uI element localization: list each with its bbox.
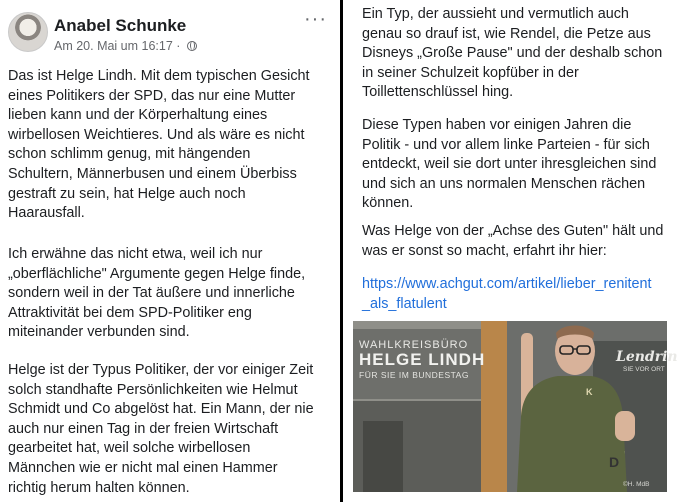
- post-timestamp[interactable]: Am 20. Mai um 16:17: [54, 39, 173, 53]
- text-line: miteinander verbunden sind.: [8, 324, 190, 341]
- photo-credit: ©H. MdB: [623, 481, 650, 488]
- post-paragraph-6: [362, 222, 663, 261]
- text-line: und sich an uns normalen Menschen rächen: [362, 175, 646, 192]
- text-line: entdeckt, weil sie dort unter ihresgleichen sind: [362, 156, 657, 173]
- article-link[interactable]: [362, 275, 652, 314]
- text-line: richtig herum halten können.: [8, 479, 190, 496]
- text-line: „oberflächliche" Argumente gegen Helge finde,: [8, 265, 306, 282]
- text-line: Helge ist der Typus Politiker, der vor einiger Zeit: [8, 362, 314, 378]
- door-letter: D: [609, 454, 620, 470]
- avatar[interactable]: [8, 12, 48, 52]
- author-name[interactable]: Anabel Schunke: [54, 16, 187, 35]
- text-line: Attraktivität bei dem SPD-Politiker eng: [8, 304, 252, 321]
- globe-icon: [187, 41, 197, 51]
- shirt-logo: K: [586, 387, 593, 397]
- text-line: genau so drauf ist, wie Rendel, die Petze aus: [362, 25, 651, 42]
- text-line: Toillettenschlüssel hing.: [362, 84, 514, 101]
- post-header: [8, 6, 334, 56]
- link-line[interactable]: https://www.achgut.com/artikel/lieber_renitent: [362, 276, 652, 292]
- sign-line-3: FÜR SIE IM BUNDESTAG: [359, 370, 469, 380]
- text-line: Ein Typ, der aussieht und vermutlich auch: [362, 6, 629, 22]
- meta-separator: ·: [176, 39, 181, 53]
- text-line: Ich erwähne das nicht etwa, weil ich nur: [8, 246, 263, 262]
- text-line: auch nur einen Tag in der freien Wirtschaft: [8, 420, 279, 437]
- text-line: Was Helge von der „Achse des Guten" hält und: [362, 223, 664, 239]
- more-options-icon[interactable]: ···: [304, 8, 327, 30]
- text-line: Schmidt und Co abgelöst hat. Ein Mann, der nie: [8, 401, 314, 418]
- text-line: sondern weil in der Tat äußere und innerliche: [8, 285, 295, 302]
- window-script-text: Lendrin: [616, 349, 678, 365]
- text-line: eines Politikers der SPD, das nur eine Mutter: [8, 87, 296, 104]
- post-paragraph-1: [8, 67, 310, 224]
- post-paragraph-4: [362, 5, 662, 103]
- sign-line-2: HELGE LINDH: [359, 350, 486, 369]
- text-line: wirbellosen Weichtieres. Und als wäre es nicht: [8, 126, 305, 143]
- text-line: gestraft zu sein, hat Helge auch noch: [8, 185, 246, 202]
- text-line: schon schlimm genug, mit hängenden: [8, 146, 251, 163]
- text-line: lieben kann und der Körperhaltung eines: [8, 107, 268, 124]
- post-photo[interactable]: [353, 321, 678, 492]
- text-line: solch standhafte Persönlichkeiten wie Helmut: [8, 381, 298, 398]
- text-line: Schultern, Männerbusen und einem Überbiss: [8, 165, 297, 182]
- link-line[interactable]: _als_flatulent: [362, 295, 447, 312]
- text-line: in seiner Schulzeit kopfüber in der: [362, 64, 579, 81]
- text-line: Haarausfall.: [8, 205, 85, 222]
- text-line: was er sonst so macht, erfahrt ihr hier:: [362, 242, 607, 259]
- text-line: Disneys „Große Pause" und der deshalb schon: [362, 45, 663, 62]
- post-paragraph-3: [8, 361, 314, 498]
- text-line: Männchen wie er nicht mal einen Hammer: [8, 459, 278, 476]
- sign-line-1: WAHLKREISBÜRO: [359, 339, 469, 351]
- post-meta: [54, 39, 197, 53]
- text-line: Politik - und vor allem linke Parteien - für sich: [362, 136, 650, 153]
- text-line: Das ist Helge Lindh. Mit dem typischen Gesicht: [8, 68, 310, 84]
- post-paragraph-5: [362, 116, 656, 214]
- text-line: gearbeitet hat, weil solche wirbellosen: [8, 440, 251, 457]
- window-small-text: SIE VOR ORT: [623, 366, 665, 373]
- text-line: können.: [362, 195, 414, 212]
- text-line: Diese Typen haben vor einigen Jahren die: [362, 117, 632, 133]
- post-paragraph-2: [8, 245, 305, 343]
